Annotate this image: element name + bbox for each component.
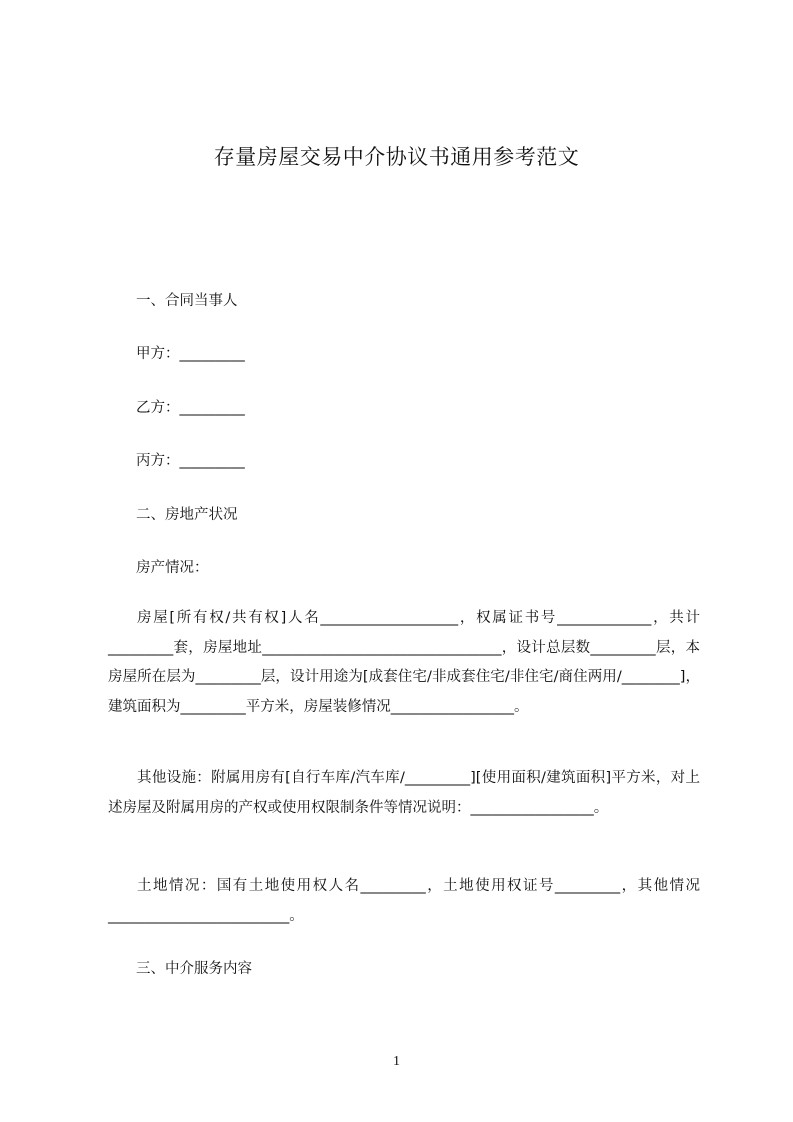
party-a-line: 甲方：_________: [136, 346, 245, 362]
document-title: 存量房屋交易中介协议书通用参考范文: [213, 145, 580, 169]
land-situation-paragraph: 土地情况：国有土地使用权人名_________，土地使用权证号_________，其他情况_________________________。: [108, 878, 700, 924]
section-heading-services: 三、中介服务内容: [136, 961, 252, 977]
property-details-paragraph: 房屋[所有权/共有权]人名___________________，权属证书号_____________，共计_________套，房屋地址_________________________________，设计总层数_________层，本房屋所在层为_________层，设计用途为[成套住宅/非成套住宅/非住宅/商住两用/________]，建筑面积为_________平方米，房屋装修情况_________________。: [108, 610, 700, 715]
property-label: 房产情况：: [136, 560, 209, 576]
section-heading-parties: 一、合同当事人: [136, 293, 238, 309]
section-heading-property: 二、房地产状况: [136, 507, 238, 523]
other-facilities-paragraph: 其他设施：附属用房有[自行车库/汽车库/_________][使用面积/建筑面积]平方米，对上述房屋及附属用房的产权或使用权限制条件等情况说明：_________________。: [108, 770, 700, 816]
party-b-line: 乙方：_________: [136, 400, 245, 416]
party-c-line: 丙方：_________: [136, 453, 245, 469]
page-number: 1: [393, 1054, 400, 1069]
